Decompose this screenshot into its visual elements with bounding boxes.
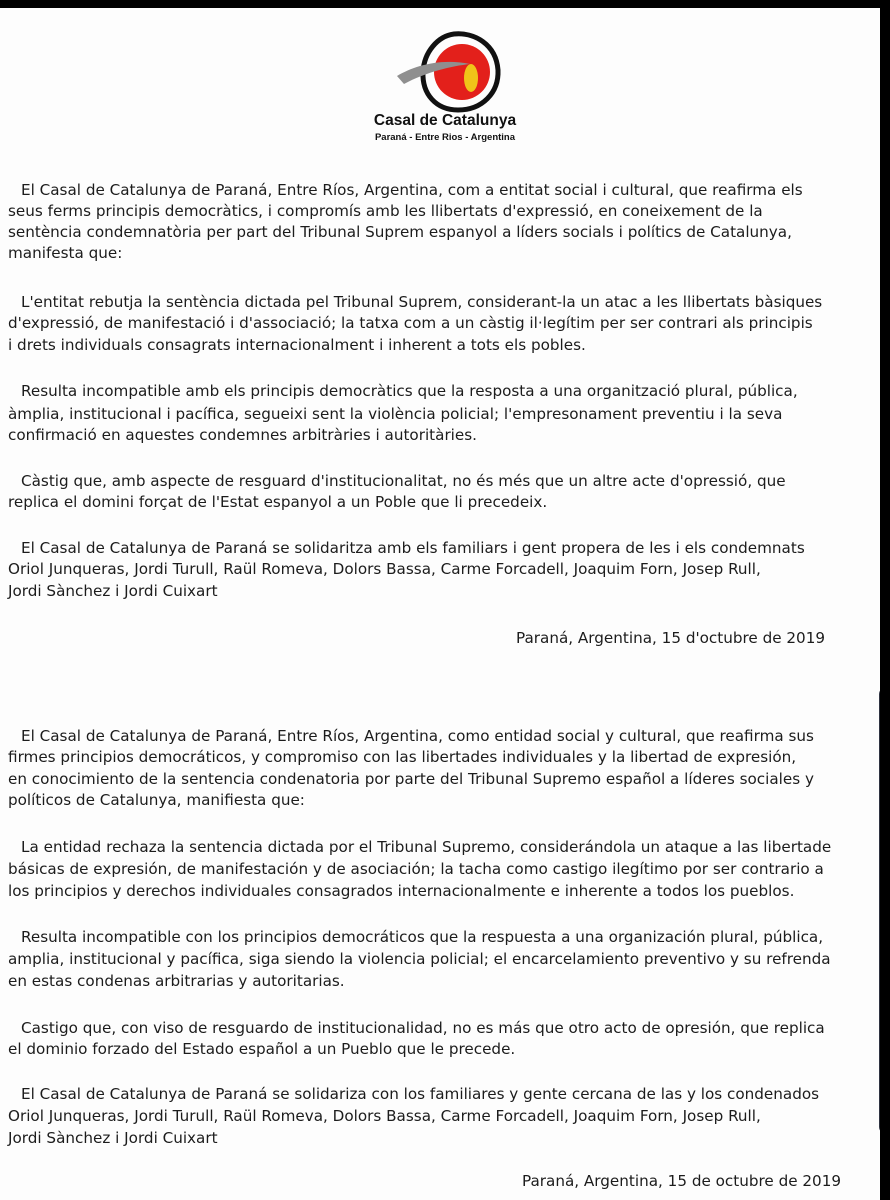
text-line: amplia, institucional y pacífica, siga siendo la violencia policial; el encarcelamiento preventivo y su refrenda xyxy=(8,950,831,968)
text-line: firmes principios democráticos, y compromiso con las libertades individuales y la libertad de expresión, xyxy=(8,748,797,766)
text-line: en estas condenas arbitrarias y autoritarias. xyxy=(8,972,345,990)
text-line: d'expressió, de manifestació i d'associació; la tatxa com a un càstig il·legítim per ser contrari als principis xyxy=(8,314,813,332)
text-line: el dominio forzado del Estado español a un Pueblo que le precede. xyxy=(8,1040,516,1058)
text-line: Càstig que, amb aspecte de resguard d'institucionalitat, no és més que un altre acte d'opressió, que xyxy=(21,472,786,490)
text-line: El Casal de Catalunya de Paraná, Entre Ríos, Argentina, com a entitat social i cultural, que reafirma els xyxy=(21,181,803,199)
text-line: Castigo que, con viso de resguardo de institucionalidad, no es más que otro acto de opresión, que replica xyxy=(21,1019,825,1037)
text-line: Resulta incompatible amb els principis democràtics que la resposta a una organització plural, pública, xyxy=(21,382,798,400)
text-line: manifesta que: xyxy=(8,244,123,262)
text-line: Jordi Sànchez i Jordi Cuixart xyxy=(8,582,218,600)
casal-de-catalunya-logo xyxy=(392,30,504,114)
catalan-date: Paraná, Argentina, 15 d'octubre de 2019 xyxy=(516,629,826,647)
text-line: los principios y derechos individuales consagrados internacionalmente e inherente a todos los pueblos. xyxy=(8,882,795,900)
text-line: i drets individuals consagrats internacionalment i inherent a tots els pobles. xyxy=(8,336,586,354)
text-line: confirmació en aquestes condemnes arbitràries i autoritàries. xyxy=(8,426,477,444)
scroll-indicator[interactable] xyxy=(879,688,880,1133)
org-location: Paraná - Entre Rios - Argentina xyxy=(374,132,516,143)
text-line: La entidad rechaza la sentencia dictada por el Tribunal Supremo, considerándola un ataque a las libertade xyxy=(21,838,832,856)
text-line: seus ferms principis democràtics, i compromís amb les llibertats d'expressió, en coneixement de la xyxy=(8,202,763,220)
text-line: sentència condemnatòria per part del Tribunal Suprem espanyol a líders socials i polítics de Catalunya, xyxy=(8,223,792,241)
spanish-date: Paraná, Argentina, 15 de octubre de 2019 xyxy=(522,1172,842,1190)
text-line: básicas de expresión, de manifestación y de asociación; la tacha como castigo ilegítimo por ser contrario a xyxy=(8,860,824,878)
text-line: àmplia, institucional i pacífica, segueixi sent la violència policial; l'empresonament preventiu i la seva xyxy=(8,405,783,423)
text-line: Resulta incompatible con los principios democráticos que la respuesta a una organización plural, pública, xyxy=(21,928,824,946)
text-line: Oriol Junqueras, Jordi Turull, Raül Romeva, Dolors Bassa, Carme Forcadell, Joaquim Forn, Josep Rull, xyxy=(8,560,761,578)
text-line: en conocimiento de la sentencia condenatoria por parte del Tribunal Supremo español a líderes sociales y xyxy=(8,770,814,788)
document-page xyxy=(0,8,880,1200)
text-line: políticos de Catalunya, manifiesta que: xyxy=(8,791,305,809)
text-line: Jordi Sànchez i Jordi Cuixart xyxy=(8,1129,218,1147)
text-line: replica el domini forçat de l'Estat espanyol a un Poble que li precedeix. xyxy=(8,493,548,511)
text-line: El Casal de Catalunya de Paraná se solidaritza amb els familiars i gent propera de les i els condemnats xyxy=(21,539,805,557)
text-line: Oriol Junqueras, Jordi Turull, Raül Romeva, Dolors Bassa, Carme Forcadell, Joaquim Forn, Josep Rull, xyxy=(8,1107,761,1125)
text-line: L'entitat rebutja la sentència dictada pel Tribunal Suprem, considerant-la un atac a les llibertats bàsiques xyxy=(21,293,823,311)
text-line: El Casal de Catalunya de Paraná, Entre Ríos, Argentina, como entidad social y cultural, que reafirma sus xyxy=(21,727,814,745)
text-line: El Casal de Catalunya de Paraná se solidariza con los familiares y gente cercana de las y los condenados xyxy=(21,1085,820,1103)
org-name: Casal de Catalunya xyxy=(373,112,517,129)
